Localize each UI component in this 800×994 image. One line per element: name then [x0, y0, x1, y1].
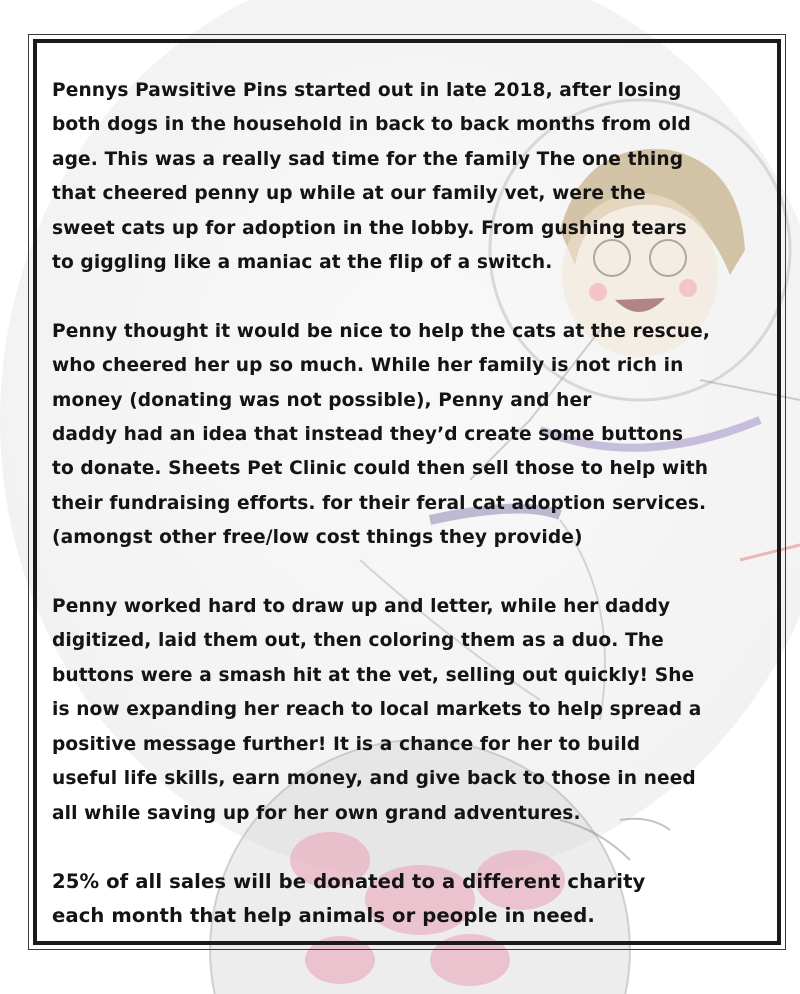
paragraph-gap — [52, 831, 752, 865]
text-line: (amongst other free/low cost things they provide) — [52, 527, 583, 549]
text-line: digitized, laid them out, then coloring them as a duo. The — [52, 630, 664, 652]
text-line: useful life skills, earn money, and give back to those in need — [52, 768, 696, 790]
paragraph-gap — [52, 556, 752, 590]
text-line: daddy had an idea that instead they’d create some buttons — [52, 424, 684, 446]
text-line: that cheered penny up while at our family vet, were the — [52, 183, 646, 205]
text-line: buttons were a smash hit at the vet, selling out quickly! She — [52, 664, 695, 686]
text-line: age. This was a really sad time for the family The one thing — [52, 148, 684, 170]
paragraph-donation — [52, 865, 752, 933]
document-body — [52, 74, 752, 933]
text-line: money (donating was not possible), Penny and her — [52, 389, 592, 411]
paragraph-work — [52, 590, 752, 831]
text-line: who cheered her up so much. While her family is not rich in — [52, 355, 684, 377]
text-line: Penny thought it would be nice to help the cats at the rescue, — [52, 320, 710, 342]
text-line: Pennys Pawsitive Pins started out in late 2018, after losing — [52, 80, 682, 101]
text-line: all while saving up for her own grand adventures. — [52, 802, 581, 824]
text-line: their fundraising efforts. for their feral cat adoption services. — [52, 492, 707, 514]
text-line: 25% of all sales will be donated to a different charity — [52, 870, 646, 894]
text-line: positive message further! It is a chance for her to build — [52, 733, 641, 755]
text-line: is now expanding her reach to local markets to help spread a — [52, 699, 702, 721]
paragraph-gap — [52, 280, 752, 314]
text-line: both dogs in the household in back to back months from old — [52, 114, 691, 136]
text-line: Penny worked hard to draw up and letter, while her daddy — [52, 596, 671, 618]
text-line: to donate. Sheets Pet Clinic could then sell those to help with — [52, 458, 709, 480]
text-line: each month that help animals or people in need. — [52, 904, 595, 928]
text-line: to giggling like a maniac at the flip of a switch. — [52, 252, 553, 274]
text-line: sweet cats up for adoption in the lobby. From gushing tears — [52, 217, 687, 239]
paragraph-origin — [52, 74, 752, 280]
paragraph-idea — [52, 315, 752, 556]
